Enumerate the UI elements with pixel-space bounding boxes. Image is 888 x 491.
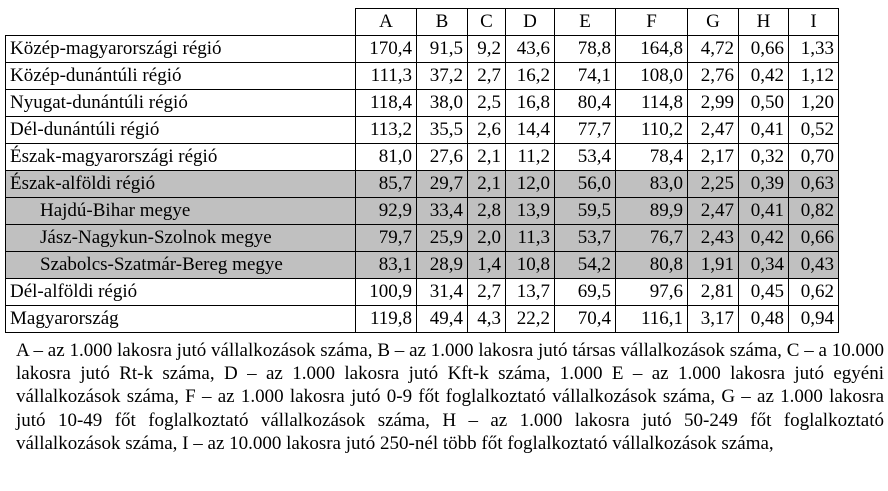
column-header-b: B (417, 9, 468, 36)
table-legend: A – az 1.000 lakosra jutó vállalkozások száma, B – az 1.000 lakosra jutó társas vállalkozások száma, C – a 10.000 lakosra jutó Rt-k száma, D – az 1.000 lakosra jutó Kft-k száma, 1.000 E – az 1.000 lakosra jutó egyéni vállalkozások száma, F – az 1.000 lakosra jutó 0-9 főt foglalkoztató vállalkozások száma, G – az 1.000 lakosra jutó 10-49 főt foglalkoztató vállalkozások száma, H – az 1.000 lakosra jutó 50-249 főt foglalkoztató vállalkozások száma, I – az 10.000 lakosra jutó 250-nél több főt foglalkoztató vállalkozások száma, (16, 340, 884, 454)
value-cell-f: 97,6 (616, 279, 688, 306)
value-cell-g: 2,25 (688, 171, 739, 198)
value-cell-i: 0,66 (789, 225, 839, 252)
value-cell-d: 16,2 (506, 63, 555, 90)
value-cell-a: 118,4 (356, 90, 417, 117)
value-cell-i: 0,94 (789, 306, 839, 333)
value-cell-h: 0,50 (739, 90, 789, 117)
value-cell-f: 80,8 (616, 252, 688, 279)
value-cell-e: 74,1 (555, 63, 616, 90)
value-cell-a: 100,9 (356, 279, 417, 306)
value-cell-f: 78,4 (616, 144, 688, 171)
value-cell-a: 81,0 (356, 144, 417, 171)
value-cell-c: 2,5 (468, 90, 506, 117)
table-row (6, 63, 839, 90)
value-cell-i: 0,70 (789, 144, 839, 171)
value-cell-a: 92,9 (356, 198, 417, 225)
statistics-table-wrapper (5, 8, 839, 333)
value-cell-a: 113,2 (356, 117, 417, 144)
value-cell-i: 1,12 (789, 63, 839, 90)
value-cell-d: 43,6 (506, 36, 555, 63)
value-cell-d: 22,2 (506, 306, 555, 333)
column-header-a: A (356, 9, 417, 36)
table-row (6, 225, 839, 252)
region-name-cell: Jász-Nagykun-Szolnok megye (6, 225, 356, 252)
value-cell-d: 12,0 (506, 171, 555, 198)
value-cell-g: 2,99 (688, 90, 739, 117)
value-cell-h: 0,42 (739, 63, 789, 90)
value-cell-e: 59,5 (555, 198, 616, 225)
value-cell-g: 2,76 (688, 63, 739, 90)
column-header-e: E (555, 9, 616, 36)
value-cell-c: 2,6 (468, 117, 506, 144)
value-cell-h: 0,41 (739, 198, 789, 225)
value-cell-h: 0,45 (739, 279, 789, 306)
region-name-cell: Szabolcs-Szatmár-Bereg megye (6, 252, 356, 279)
value-cell-b: 33,4 (417, 198, 468, 225)
value-cell-e: 70,4 (555, 306, 616, 333)
value-cell-d: 16,8 (506, 90, 555, 117)
value-cell-i: 0,63 (789, 171, 839, 198)
value-cell-e: 78,8 (555, 36, 616, 63)
value-cell-h: 0,66 (739, 36, 789, 63)
value-cell-f: 108,0 (616, 63, 688, 90)
value-cell-g: 4,72 (688, 36, 739, 63)
value-cell-b: 91,5 (417, 36, 468, 63)
value-cell-g: 2,81 (688, 279, 739, 306)
value-cell-c: 9,2 (468, 36, 506, 63)
value-cell-a: 83,1 (356, 252, 417, 279)
header-row (6, 9, 839, 36)
value-cell-f: 114,8 (616, 90, 688, 117)
value-cell-i: 1,33 (789, 36, 839, 63)
value-cell-h: 0,48 (739, 306, 789, 333)
region-name-cell: Nyugat-dunántúli régió (6, 90, 356, 117)
value-cell-f: 110,2 (616, 117, 688, 144)
table-row (6, 90, 839, 117)
value-cell-f: 89,9 (616, 198, 688, 225)
region-name-cell: Magyarország (6, 306, 356, 333)
value-cell-b: 28,9 (417, 252, 468, 279)
region-name-cell: Dél-alföldi régió (6, 279, 356, 306)
column-header-c: C (468, 9, 506, 36)
value-cell-c: 2,0 (468, 225, 506, 252)
value-cell-e: 53,4 (555, 144, 616, 171)
value-cell-g: 2,47 (688, 198, 739, 225)
value-cell-a: 79,7 (356, 225, 417, 252)
column-header-g: G (688, 9, 739, 36)
value-cell-g: 3,17 (688, 306, 739, 333)
value-cell-h: 0,39 (739, 171, 789, 198)
value-cell-e: 54,2 (555, 252, 616, 279)
value-cell-e: 53,7 (555, 225, 616, 252)
value-cell-d: 14,4 (506, 117, 555, 144)
table-row (6, 279, 839, 306)
value-cell-e: 69,5 (555, 279, 616, 306)
value-cell-a: 85,7 (356, 171, 417, 198)
value-cell-h: 0,41 (739, 117, 789, 144)
value-cell-d: 10,8 (506, 252, 555, 279)
value-cell-i: 1,20 (789, 90, 839, 117)
value-cell-c: 2,7 (468, 279, 506, 306)
value-cell-g: 2,47 (688, 117, 739, 144)
table-row (6, 198, 839, 225)
corner-cell (6, 9, 356, 36)
value-cell-b: 29,7 (417, 171, 468, 198)
table-row (6, 36, 839, 63)
value-cell-h: 0,34 (739, 252, 789, 279)
region-name-cell: Hajdú-Bihar megye (6, 198, 356, 225)
value-cell-g: 1,91 (688, 252, 739, 279)
value-cell-h: 0,42 (739, 225, 789, 252)
value-cell-e: 77,7 (555, 117, 616, 144)
region-name-cell: Észak-alföldi régió (6, 171, 356, 198)
value-cell-i: 0,82 (789, 198, 839, 225)
table-row (6, 306, 839, 333)
value-cell-d: 13,7 (506, 279, 555, 306)
value-cell-a: 111,3 (356, 63, 417, 90)
value-cell-f: 116,1 (616, 306, 688, 333)
table-row (6, 144, 839, 171)
value-cell-b: 49,4 (417, 306, 468, 333)
value-cell-d: 13,9 (506, 198, 555, 225)
column-header-d: D (506, 9, 555, 36)
column-header-f: F (616, 9, 688, 36)
value-cell-g: 2,43 (688, 225, 739, 252)
value-cell-f: 164,8 (616, 36, 688, 63)
value-cell-b: 35,5 (417, 117, 468, 144)
value-cell-d: 11,3 (506, 225, 555, 252)
table-row (6, 171, 839, 198)
value-cell-b: 25,9 (417, 225, 468, 252)
value-cell-c: 2,7 (468, 63, 506, 90)
column-header-i: I (789, 9, 839, 36)
value-cell-c: 4,3 (468, 306, 506, 333)
regional-enterprise-table (5, 8, 839, 333)
value-cell-h: 0,32 (739, 144, 789, 171)
value-cell-i: 0,43 (789, 252, 839, 279)
value-cell-b: 31,4 (417, 279, 468, 306)
table-row (6, 252, 839, 279)
value-cell-b: 38,0 (417, 90, 468, 117)
value-cell-a: 170,4 (356, 36, 417, 63)
value-cell-b: 37,2 (417, 63, 468, 90)
value-cell-a: 119,8 (356, 306, 417, 333)
region-name-cell: Közép-dunántúli régió (6, 63, 356, 90)
value-cell-f: 76,7 (616, 225, 688, 252)
table-row (6, 117, 839, 144)
value-cell-c: 1,4 (468, 252, 506, 279)
value-cell-c: 2,1 (468, 144, 506, 171)
value-cell-d: 11,2 (506, 144, 555, 171)
value-cell-e: 56,0 (555, 171, 616, 198)
region-name-cell: Dél-dunántúli régió (6, 117, 356, 144)
value-cell-f: 83,0 (616, 171, 688, 198)
value-cell-c: 2,8 (468, 198, 506, 225)
value-cell-b: 27,6 (417, 144, 468, 171)
table-body (6, 36, 839, 333)
value-cell-g: 2,17 (688, 144, 739, 171)
value-cell-e: 80,4 (555, 90, 616, 117)
value-cell-i: 0,62 (789, 279, 839, 306)
region-name-cell: Közép-magyarországi régió (6, 36, 356, 63)
value-cell-i: 0,52 (789, 117, 839, 144)
region-name-cell: Észak-magyarországi régió (6, 144, 356, 171)
column-header-h: H (739, 9, 789, 36)
value-cell-c: 2,1 (468, 171, 506, 198)
